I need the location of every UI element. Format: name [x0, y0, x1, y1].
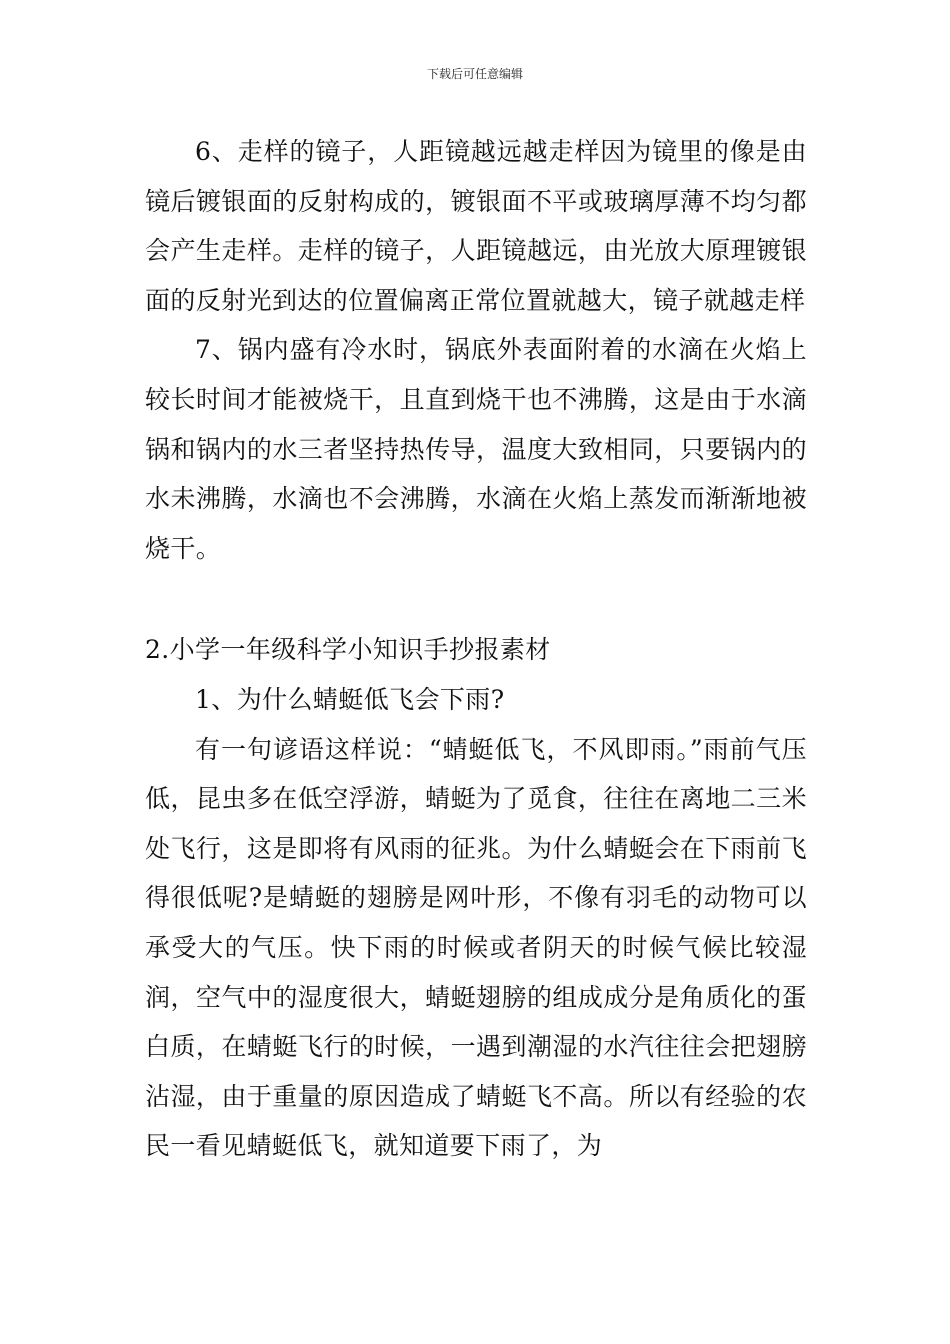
- question-heading: 1、为什么蜻蜓低飞会下雨?: [195, 684, 505, 714]
- page-header-note: 下载后可任意编辑: [426, 67, 523, 81]
- section-title: 2.小学一年级科学小知识手抄报素材: [145, 635, 551, 665]
- paragraph-item-6: 6、走样的镜子，人距镜越远越走样因为镜里的像是由镜后镀银面的反射构成的，镀银面不平或玻璃厚薄不均匀都会产生走样。走样的镜子，人距镜越远，由光放大原理镀银面的反射光到达的位置偏离正常位置就越大，镜子就越走样: [145, 137, 807, 315]
- paragraph-item-7: 7、锅内盛有冷水时，锅底外表面附着的水滴在火焰上较长时间才能被烧干，且直到烧干也不沸腾，这是由于水滴锅和锅内的水三者坚持热传导，温度大致相同，只要锅内的水未沸腾，水滴也不会沸腾，水滴在火焰上蒸发而渐渐地被烧干。: [145, 335, 807, 563]
- paragraph-answer: 有一句谚语这样说：“蜻蜓低飞，不风即雨。”雨前气压低，昆虫多在低空浮游，蜻蜓为了觅食，往往在离地二三米处飞行，这是即将有风雨的征兆。为什么蜻蜓会在下雨前飞得很低呢?是蜻蜓的翅膀是网叶形，不像有羽毛的动物可以承受大的气压。快下雨的时候或者阴天的时候气候比较湿润，空气中的湿度很大，蜻蜓翅膀的组成成分是角质化的蛋白质，在蜻蜓飞行的时候，一遇到潮湿的水汽往往会把翅膀沾湿，由于重量的原因造成了蜻蜓飞不高。所以有经验的农民一看见蜻蜓低飞，就知道要下雨了，为: [145, 734, 807, 1161]
- document-body: [145, 127, 807, 1171]
- section-spacer: [145, 573, 807, 625]
